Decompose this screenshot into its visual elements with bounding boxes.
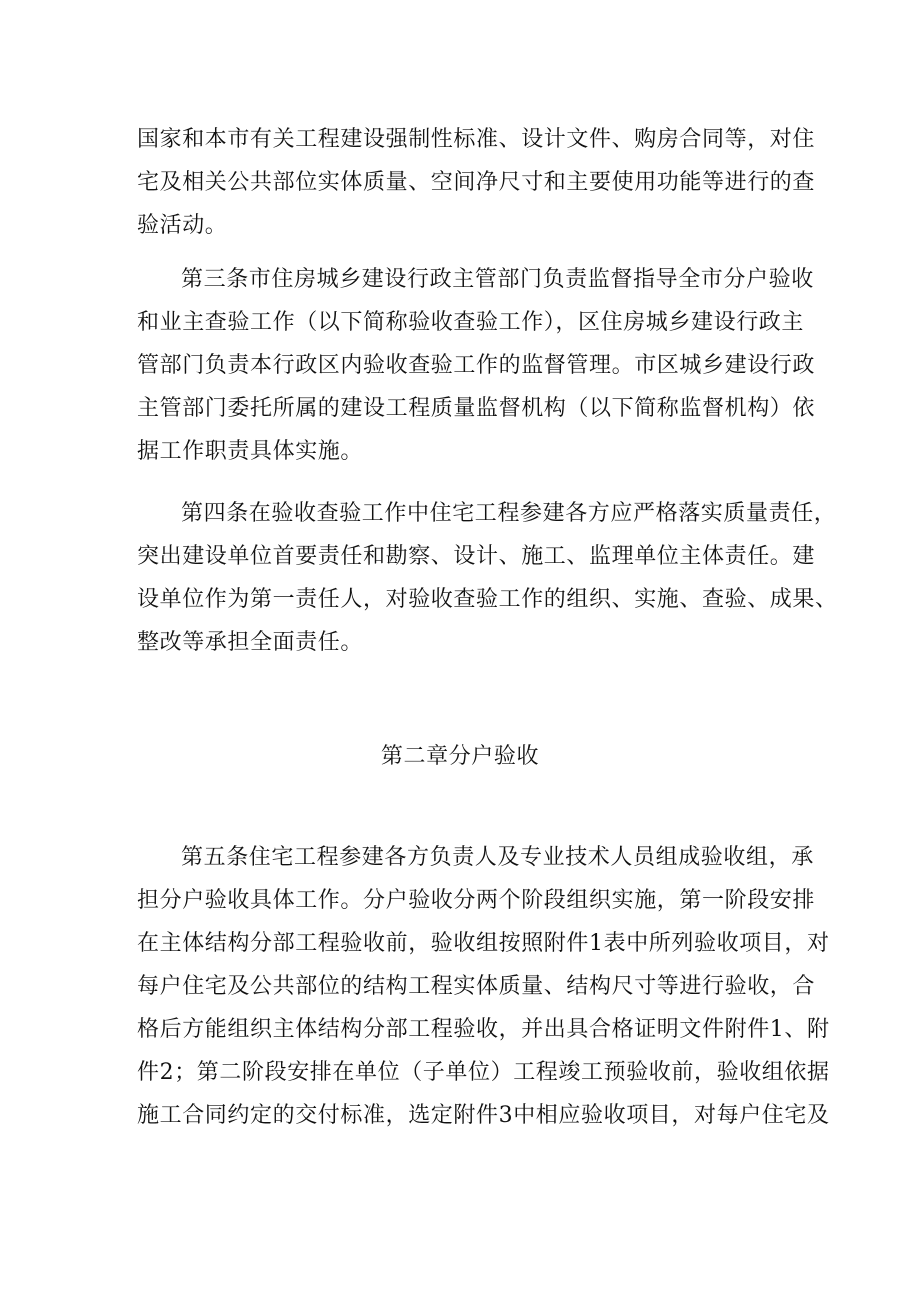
paragraph-line: 在主体结构分部工程验收前，验收组按照附件1表中所列验收项目，对 xyxy=(137,931,830,956)
paragraph-line: 验活动。 xyxy=(137,213,228,238)
paragraph-line: 突出建设单位首要责任和勘察、设计、施工、监理单位主体责任。建 xyxy=(137,544,816,569)
paragraph-line: 每户住宅及公共部位的结构工程实体质量、结构尺寸等进行验收，合 xyxy=(137,974,816,999)
paragraph-line: 担分户验收具体工作。分户验收分两个阶段组织实施，第一阶段安排 xyxy=(137,888,816,913)
paragraph-line: 施工合同约定的交付标准，选定附件3中相应验收项目，对每户住宅及 xyxy=(137,1103,830,1128)
paragraph-line: 整改等承担全面责任。 xyxy=(137,630,364,655)
paragraph-line: 和业主查验工作（以下简称验收查验工作），区住房城乡建设行政主 xyxy=(137,310,805,335)
paragraph-line: 件2；第二阶段安排在单位（子单位）工程竣工预验收前，验收组依据 xyxy=(137,1060,830,1085)
paragraph-line: 第五条住宅工程参建各方负责人及专业技术人员组成验收组，承 xyxy=(181,845,814,870)
article-4-paragraph xyxy=(137,492,838,664)
intro-paragraph xyxy=(137,118,816,247)
paragraph-line: 据工作职责具体实施。 xyxy=(137,439,364,464)
article-3-paragraph xyxy=(137,258,816,473)
paragraph-line: 格后方能组织主体结构分部工程验收，并出具合格证明文件附件1、附 xyxy=(137,1017,830,1042)
chapter-2-title: 第二章分户验收 xyxy=(380,744,540,769)
paragraph-line: 第四条在验收查验工作中住宅工程参建各方应严格落实质量责任， xyxy=(181,501,837,526)
paragraph-line: 主管部门委托所属的建设工程质量监督机构（以下简称监督机构）依 xyxy=(137,396,816,421)
article-5-paragraph xyxy=(137,836,830,1137)
paragraph-line: 管部门负责本行政区内验收查验工作的监督管理。市区城乡建设行政 xyxy=(137,353,816,378)
paragraph-line: 国家和本市有关工程建设强制性标准、设计文件、购房合同等，对住 xyxy=(137,127,816,152)
paragraph-line: 宅及相关公共部位实体质量、空间净尺寸和主要使用功能等进行的查 xyxy=(137,170,816,195)
paragraph-line: 设单位作为第一责任人，对验收查验工作的组织、实施、查验、成果、 xyxy=(137,587,838,612)
paragraph-line: 第三条市住房城乡建设行政主管部门负责监督指导全市分户验收 xyxy=(181,267,814,292)
